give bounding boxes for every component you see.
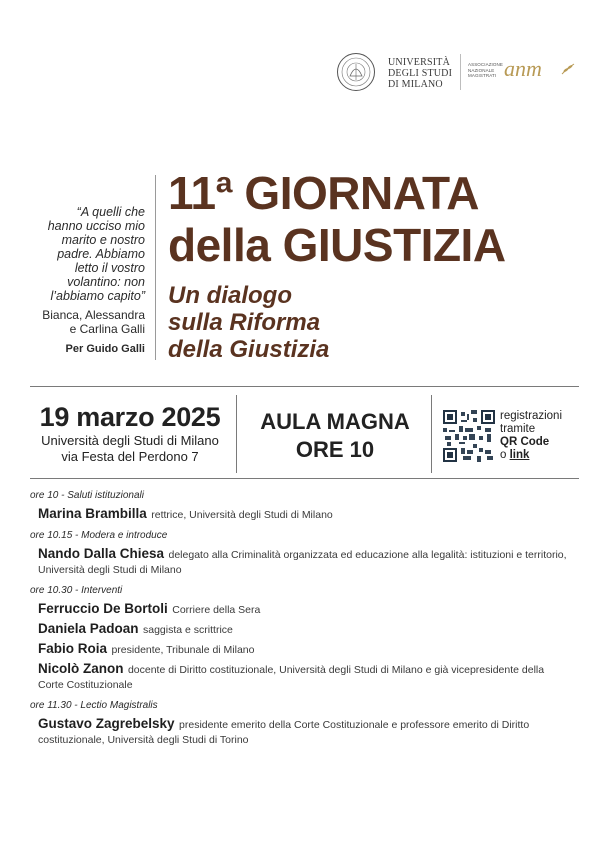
laurel-icon [560,62,576,76]
speaker-entry [38,547,570,577]
program-list [30,490,570,747]
event-place: Università degli Studi di Milano [41,433,219,448]
program-slot: ore 10 - Saluti istituzionali [30,490,144,501]
quote [15,205,145,303]
speaker-role: presidente, Tribunale di Milano [111,644,255,656]
speaker-name: Ferruccio De Bortoli [38,601,168,616]
speaker-role: docente di Diritto costituzionale, Università degli Studi di Milano e già vicepresidente della Corte Costituzionale [38,664,545,691]
speaker-entry [38,602,570,617]
quote-line: l’abbiamo capito” [50,289,145,303]
quote-signers: Bianca, Alessandra e Carlina Galli [42,308,145,336]
quote-line: volantino: non [67,275,145,289]
speaker-name: Nando Dalla Chiesa [38,546,165,561]
association-name: ASSOCIAZIONE NAZIONALE MAGISTRATI [468,62,503,78]
registration-link[interactable]: link [509,449,530,461]
dedication: Per Guido Galli [65,343,145,355]
divider-vertical [431,395,432,473]
quote-divider [155,175,156,360]
event-date: 19 marzo 2025 [39,402,221,432]
qr-code-label: QR Code [500,436,550,448]
registration-info: registrazioni tramite QR Code o link [500,410,562,461]
event-date-block [34,402,226,465]
university-seal-icon [336,52,376,92]
header-logos [336,52,581,96]
event-address: via Festa del Perdono 7 [61,449,199,464]
speaker-role: Corriere della Sera [172,604,261,616]
logo-divider [460,54,461,90]
quote-line: “A quelli che [76,205,145,219]
university-name: UNIVERSITÀ DEGLI STUDI DI MILANO [388,57,453,90]
speaker-role: delegato alla Criminalità organizzata ed educazione alla legalità: istituzioni e territorio, Università degli Studi di Milano [38,549,567,576]
anm-logo: anm [504,56,542,81]
page-title: 11ª GIORNATA della GIUSTIZIA [168,167,506,271]
page-subtitle: Un dialogo sulla Riforma della Giustizia [168,282,330,363]
speaker-role: saggista e scrittrice [143,624,233,636]
speaker-name: Nicolò Zanon [38,661,124,676]
speaker-name: Marina Brambilla [38,506,147,521]
divider-bottom [30,478,579,479]
speaker-role: presidente emerito della Corte Costituzionale e professore emerito di Diritto costituzionale, Università degli Studi di Torino [38,719,530,746]
divider-top [30,386,579,387]
speaker-name: Gustavo Zagrebelsky [38,716,175,731]
speaker-entry [38,717,570,747]
divider-vertical [236,395,237,473]
speaker-entry [38,622,570,637]
speaker-name: Daniela Padoan [38,621,139,636]
program-slot: ore 10.30 - Interventi [30,585,123,596]
quote-line: hanno ucciso mio [47,219,145,233]
qr-code-icon[interactable] [443,410,495,462]
program-slot: ore 11.30 - Lectio Magistralis [30,700,158,711]
quote-line: padre. Abbiamo [57,247,145,261]
quote-line: letto il vostro [74,261,145,275]
speaker-entry [38,662,570,692]
program-slot: ore 10.15 - Modera e introduce [30,530,168,541]
speaker-entry [38,507,570,522]
speaker-name: Fabio Roia [38,641,108,656]
event-venue: AULA MAGNA ORE 10 [260,409,410,462]
speaker-role: rettrice, Università degli Studi di Milano [151,509,333,521]
speaker-entry [38,642,570,657]
quote-line: marito e nostro [61,233,145,247]
